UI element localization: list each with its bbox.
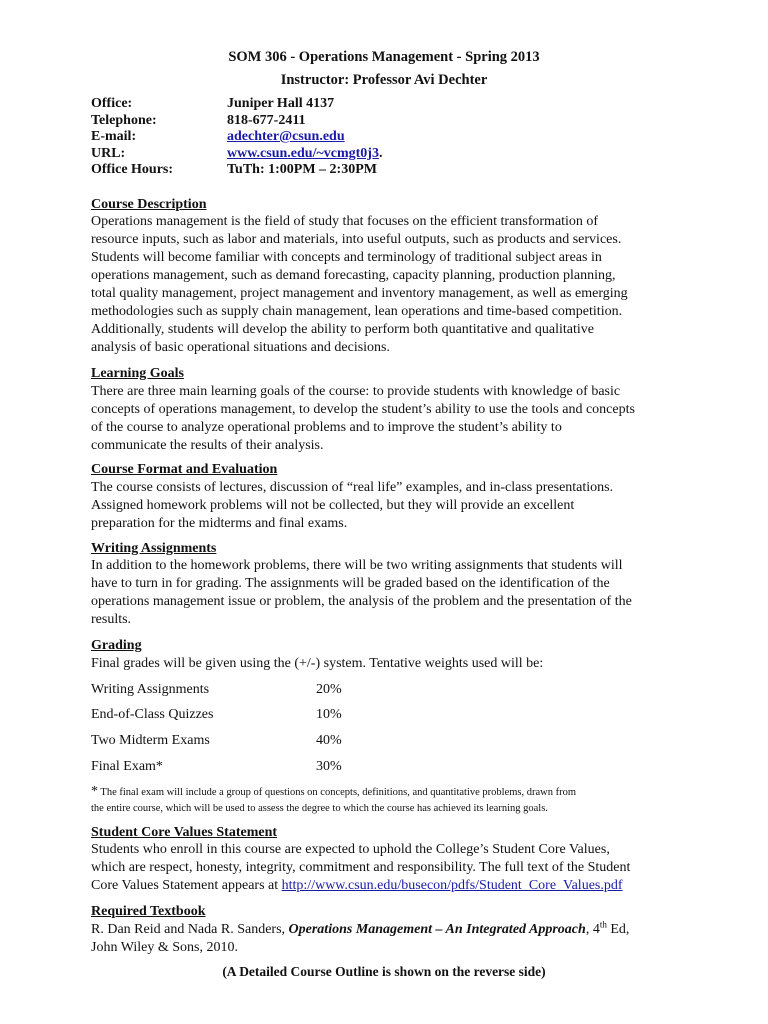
text-line: concepts of operations management, to develop the student’s ability to use the tools and concepts — [91, 402, 635, 417]
textbook-heading: Required Textbook — [91, 904, 206, 919]
grade-item-label: Final Exam* — [91, 759, 163, 774]
text-line: operations management issue or problem, the analysis of the problem and the presentation of the — [91, 594, 632, 609]
course-title: SOM 306 - Operations Management - Spring 2013 — [228, 49, 540, 65]
learning-goals-text — [91, 383, 635, 455]
grade-item-label: Two Midterm Exams — [91, 733, 210, 748]
text-line: total quality management, project management and inventory management, as well as emerging — [91, 286, 628, 301]
office-hours-row — [91, 162, 377, 179]
text-line: Students will become familiar with concepts and terminology of traditional subject areas in — [91, 250, 602, 265]
text-line — [91, 921, 629, 939]
text-line: Assigned homework problems will not be collected, but they will provide an excellent — [91, 498, 575, 513]
text-line: of the course to analyze operational problems and to improve the student’s ability to — [91, 420, 562, 435]
text-line: Final grades will be given using the (+/-) system. Tentative weights used will be: — [91, 656, 544, 671]
textbook-citation — [91, 921, 629, 957]
grade-item-label: End-of-Class Quizzes — [91, 707, 214, 722]
text-line: Operations management is the field of study that focuses on the efficient transformation of — [91, 214, 599, 229]
telephone-row — [91, 113, 306, 130]
email-label: E-mail: — [91, 129, 137, 144]
grade-item-weight: 20% — [316, 682, 342, 697]
grade-row — [91, 706, 342, 724]
textbook-edition-sup: th — [599, 919, 607, 930]
text-line: resource inputs, such as labor and materials, into useful outputs, such as products and services. — [91, 232, 622, 247]
text-line: There are three main learning goals of the course: to provide students with knowledge of basic — [91, 384, 621, 399]
footnote-line: the entire course, which will be used to assess the degree to which the course has achieved its learning goals. — [91, 803, 548, 814]
grade-item-weight: 10% — [316, 707, 342, 722]
text-line: preparation for the midterms and final exams. — [91, 516, 348, 531]
text-line: operations management, such as demand forecasting, capacity planning, production planning, — [91, 268, 616, 283]
footnote-text: The final exam will include a group of questions on concepts, definitions, and quantitative problems, drawn from — [98, 787, 577, 798]
office-value: Juniper Hall 4137 — [227, 96, 335, 111]
text-line: In addition to the homework problems, there will be two writing assignments that students will — [91, 558, 623, 573]
learning-goals-heading: Learning Goals — [91, 366, 184, 381]
instructor-line: Instructor: Professor Avi Dechter — [280, 72, 488, 88]
grade-item-weight: 30% — [316, 759, 342, 774]
text-line — [91, 877, 630, 895]
office-row — [91, 96, 334, 113]
grade-item-weight: 40% — [316, 733, 342, 748]
url-row — [91, 146, 382, 163]
url-link[interactable]: www.csun.edu/~vcmgt0j3 — [227, 145, 379, 161]
email-row — [91, 129, 345, 146]
course-description-heading: Course Description — [91, 197, 207, 212]
text-line: analysis of basic operational situations and decisions. — [91, 340, 390, 355]
url-label: URL: — [91, 145, 126, 161]
textbook-edition-prefix: , 4 — [585, 922, 600, 937]
office-label: Office: — [91, 96, 133, 111]
text-line: which are respect, honesty, integrity, commitment and responsibility. The full text of the Student — [91, 860, 631, 875]
grade-row — [91, 758, 342, 776]
closing-note: (A Detailed Course Outline is shown on the reverse side) — [222, 964, 546, 979]
text-line: The course consists of lectures, discussion of “real life” examples, and in-class presentations. — [91, 480, 614, 495]
core-values-text — [91, 841, 630, 895]
footnote-line — [91, 784, 576, 801]
text-line: have to turn in for grading. The assignments will be graded based on the identification of the — [91, 576, 610, 591]
text-line: communicate the results of their analysis. — [91, 438, 324, 453]
office-hours-value: TuTh: 1:00PM – 2:30PM — [227, 162, 377, 177]
text-line: Additionally, students will develop the ability to perform both quantitative and qualitative — [91, 322, 594, 337]
writing-assignments-heading: Writing Assignments — [91, 541, 217, 556]
text-line: Students who enroll in this course are expected to uphold the College’s Student Core Values, — [91, 842, 610, 857]
telephone-value: 818-677-2411 — [227, 112, 306, 128]
grading-intro — [91, 655, 543, 673]
textbook-edition-suffix: Ed, — [606, 922, 630, 937]
course-format-heading: Course Format and Evaluation — [91, 462, 278, 477]
textbook-authors: R. Dan Reid and Nada R. Sanders, — [91, 922, 286, 937]
textbook-publisher: John Wiley & Sons, 2010. — [91, 940, 238, 955]
email-link[interactable]: adechter@csun.edu — [227, 129, 345, 144]
text-line: results. — [91, 612, 132, 627]
course-description-text — [91, 213, 628, 357]
telephone-label: Telephone: — [91, 112, 157, 128]
grading-heading: Grading — [91, 638, 142, 653]
text-line: methodologies such as supply chain management, lean operations and time-based competition. — [91, 304, 623, 319]
grade-item-label: Writing Assignments — [91, 682, 210, 697]
writing-assignments-text — [91, 557, 632, 629]
core-values-prefix: Core Values Statement appears at — [91, 878, 282, 893]
office-hours-label: Office Hours: — [91, 162, 174, 177]
final-exam-footnote — [91, 784, 576, 817]
footnote-marker: * — [91, 784, 98, 799]
grade-row — [91, 732, 342, 750]
url-period: . — [378, 145, 383, 161]
course-format-text — [91, 479, 613, 533]
textbook-title: Operations Management – An Integrated Approach — [288, 922, 586, 937]
grade-row — [91, 681, 342, 699]
core-values-link[interactable]: http://www.csun.edu/busecon/pdfs/Student_Core_Values.pdf — [281, 878, 623, 893]
core-values-heading: Student Core Values Statement — [91, 825, 278, 840]
